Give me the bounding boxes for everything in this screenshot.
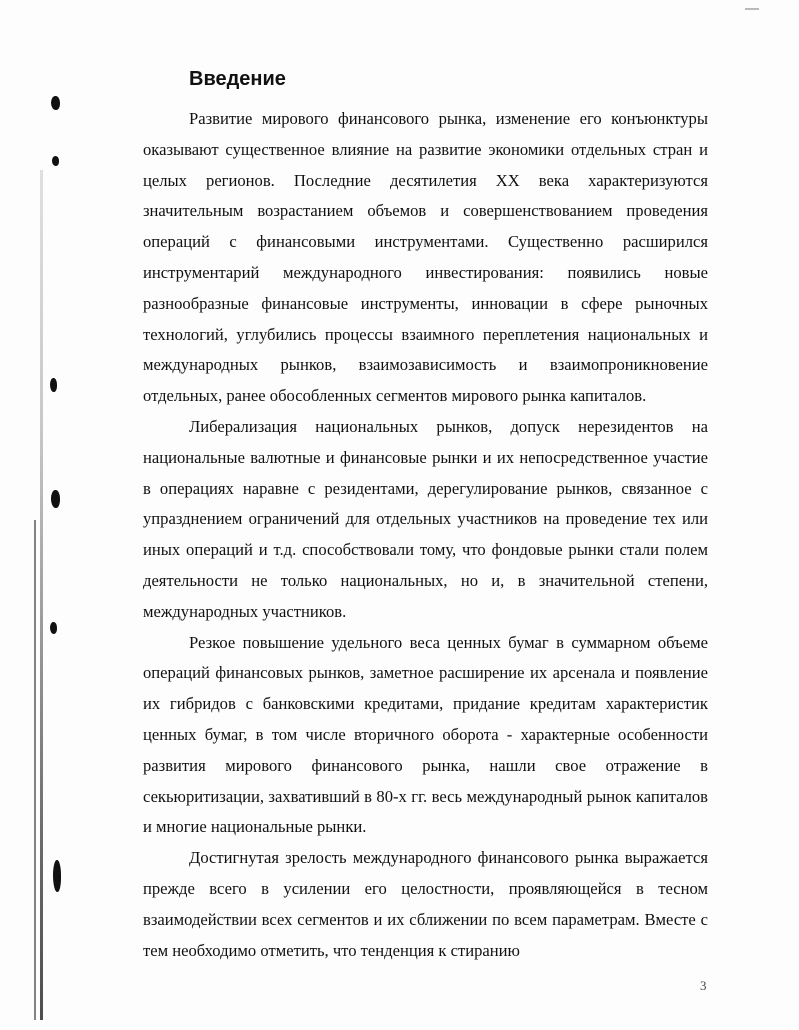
punch-hole-mark (50, 622, 57, 634)
punch-hole-mark (50, 378, 57, 392)
page-title: Введение (189, 68, 286, 90)
body-text (143, 104, 708, 966)
binding-edge-shadow (34, 520, 36, 1020)
scan-artifact-dash (745, 8, 759, 10)
paragraph: Достигнутая зрелость международного финансового рынка выражается прежде всего в усилении его целостности, проявляющейся в тесном взаимодействии всех сегментов и их сближении по всем параметрам. Вместе с тем необходимо отметить, что тенденция к стиранию (143, 848, 708, 960)
binding-edge (40, 170, 43, 1020)
punch-hole-mark (52, 156, 59, 166)
paragraph: Развитие мирового финансового рынка, изменение его конъюнктуры оказывают существенное влияние на развитие экономики отдельных стран и целых регионов. Последние десятилетия XX века характеризуются значительным возрастанием объемов и совершенствованием проведения операций с финансовыми инструментами. Существенно расширился инструментарий международного инвестирования: появились новые разнообразные финансовые инструменты, инновации в сфере рыночных технологий, углубились процессы взаимного переплетения национальных и международных рынков, взаимозависимость и взаимопроникновение отдельных, ранее обособленных сегментов мирового рынка капиталов. (143, 109, 708, 406)
paragraph: Либерализация национальных рынков, допуск нерезидентов на национальные валютные и финансовые рынки и их непосредственное участие в операциях наравне с резидентами, дерегулирование рынков, связанное с упразднением ограничений для отдельных участников на проведение тех или иных операций и т.д. способствовали тому, что фондовые рынки стали полем деятельности не только национальных, но и, в значительной степени, международных участников. (143, 416, 708, 621)
page-number: 3 (700, 978, 707, 993)
punch-hole-mark (51, 490, 60, 508)
punch-hole-mark (51, 96, 60, 110)
punch-hole-mark (53, 860, 61, 892)
paragraph: Резкое повышение удельного веса ценных бумаг в суммарном объеме операций финансовых рынков, заметное расширение их арсенала и появление их гибридов с банковскими кредитами, придание кредитам характеристик ценных бумаг, в том числе вторичного оборота - характерные особенности развития мирового финансового рынка, нашли свое отражение в секьюритизации, захвативший в 80-х гг. весь международный рынок капиталов и многие национальные рынки. (143, 632, 708, 837)
